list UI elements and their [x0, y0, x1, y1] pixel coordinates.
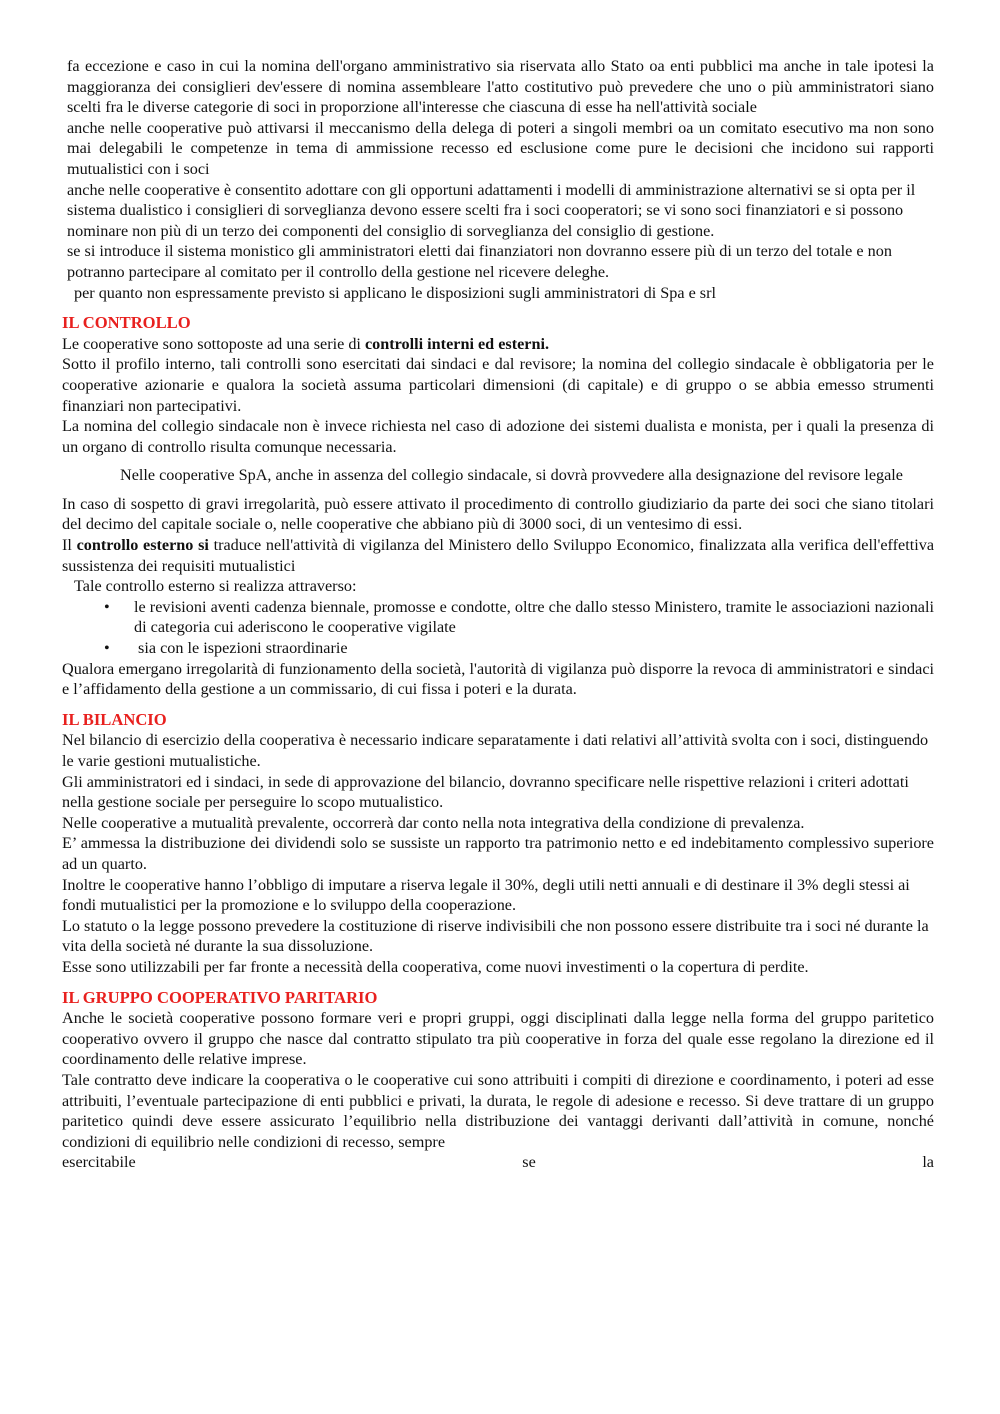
bilancio-paragraph-2: Gli amministratori ed i sindaci, in sede di approvazione del bilancio, dovranno specificare nelle rispettive relazioni i criteri adottati nella gestione sociale per perseguire lo scopo mutualistico.: [62, 772, 909, 812]
controllo-p4-text-before: Il: [62, 536, 77, 555]
bullet-icon: •: [104, 639, 110, 658]
bilancio-paragraph-3: Nelle cooperative a mutualità prevalente, occorrerà dar conto nella nota integrativa della condizione di prevalenza.: [62, 813, 805, 832]
controllo-intro: [62, 334, 934, 355]
intro-paragraph-3: anche nelle cooperative è consentito adottare con gli opportuni adattamenti i modelli di amministrazione alternativi se si opta per il sistema dualistico i consiglieri di sorveglianza devono essere scelti fra i soci cooperatori; se vi sono soci finanziatori e si possono nominare non più di un terzo dei componenti del consiglio di sorveglianza del consiglio di gestione.: [67, 180, 916, 240]
section-heading-controllo: IL CONTROLLO: [62, 313, 191, 333]
gruppo-paragraph-1: Anche le società cooperative possono formare veri e propri gruppi, oggi disciplinati dalla legge nella forma del gruppo paritetico cooperativo ovvero il gruppo che nasce dal contratto stipulato tra più cooperative in forza del quale esse regolano la direzione ed il coordinamento delle relative imprese.: [62, 1009, 934, 1069]
list-item: [104, 638, 934, 659]
list-item-text: sia con le ispezioni straordinarie: [138, 639, 348, 658]
bilancio-paragraph-7: Esse sono utilizzabili per far fronte a necessità della cooperativa, come nuovi investimenti o la copertura di perdite.: [62, 957, 809, 976]
controllo-intro-bold: controlli interni ed esterni.: [364, 334, 550, 353]
document-page: [62, 56, 934, 1173]
bilancio-paragraph-6: Lo statuto o la legge possono prevedere la costituzione di riserve indivisibili che non possono essere distribuite tra i soci né durante la vita della società né durante la sua dissoluzione.: [62, 916, 929, 956]
bilancio-paragraph-1: Nel bilancio di esercizio della cooperativa è necessario indicare separatamente i dati relativi all’attività svolta con i soci, distinguendo le varie gestioni mutualistiche.: [62, 731, 929, 770]
controllo-paragraph-3: In caso di sospetto di gravi irregolarità, può essere attivato il procedimento di controllo giudiziario da parte dei soci che siano titolari del decimo del capitale sociale o, nelle cooperative che abbiano più di 3000 soci, di un ventesimo di essi.: [62, 494, 934, 534]
controllo-quote: Nelle cooperative SpA, anche in assenza del collegio sindacale, si dovrà provvedere alla designazione del revisore legale: [120, 466, 903, 485]
list-item-text: le revisioni aventi cadenza biennale, promosse e condotte, oltre che dallo stesso Ministero, tramite le associazioni nazionali di categoria cui aderiscono le cooperative vigilate: [134, 597, 934, 637]
gruppo-last-line: [62, 1152, 934, 1173]
list-item: [104, 597, 934, 638]
section-heading-bilancio: IL BILANCIO: [62, 709, 167, 729]
intro-paragraph-1: fa eccezione e caso in cui la nomina dell'organo amministrativo sia riservata allo Stato oa enti pubblici ma anche in tale ipotesi la maggioranza dei consiglieri dev'essere di nomina assembleare l'atto costitutivo può prevedere che uno o più amministratori siano scelti fra le diverse categorie di soci in proporzione all'interesse che ciascuna di esse ha nell'attività sociale: [67, 57, 934, 117]
controllo-paragraph-4: [62, 535, 934, 576]
controllo-paragraph-6: Qualora emergano irregolarità di funzionamento della società, l'autorità di vigilanza può disporre la revoca di amministratori e sindaci e l’affidamento della gestione a un commissario, di cui fissa i poteri e la durata.: [62, 659, 934, 699]
intro-paragraph-4: se si introduce il sistema monistico gli amministratori eletti dai finanziatori non dovranno essere più di un terzo del totale e non potranno partecipare al comitato per il controllo della gestione nel ricevere deleghe.: [67, 242, 892, 281]
controllo-paragraph-1: Sotto il profilo interno, tali controlli sono esercitati dai sindaci e dal revisore; la nomina del collegio sindacale è obbligatoria per le cooperative azionarie e qualora la società assuma particolari dimensioni (di capitale) e di gruppo o se abbia emesso strumenti finanziari non partecipativi.: [62, 355, 934, 415]
bilancio-paragraph-5: Inoltre le cooperative hanno l’obbligo di imputare a riserva legale il 30%, degli utili netti annuali e di destinare il 3% degli stessi ai fondi mutualistici per la promozione e lo sviluppo della cooperazione.: [62, 875, 910, 915]
controllo-paragraph-2: La nomina del collegio sindacale non è invece richiesta nel caso di adozione dei sistemi dualista e monista, per i quali la presenza di un organo di controllo risulta comunque necessaria.: [62, 417, 934, 456]
controllo-p4-text-after: traduce nell'attività di vigilanza del Ministero dello Sviluppo Economico, finalizzata alla verifica dell'effettiva sussistenza dei requisiti mutualistici: [62, 536, 934, 575]
section-heading-gruppo: IL GRUPPO COOPERATIVO PARITARIO: [62, 987, 378, 1007]
bullet-icon: •: [104, 597, 110, 616]
controllo-paragraph-5: Tale controllo esterno si realizza attraverso:: [74, 577, 357, 596]
controllo-p4-bold: controllo esterno si: [76, 536, 209, 555]
last-line-word-1: esercitabile: [62, 1153, 136, 1172]
intro-paragraph-2: anche nelle cooperative può attivarsi il meccanismo della delega di poteri a singoli membri oa un comitato esecutivo ma non sono mai delegabili le competenze in tema di ammissione recesso ed esclusione come pure le decisioni che incidono sui rapporti mutualistici con i soci: [67, 118, 934, 178]
controllo-bullet-list: [62, 597, 934, 659]
intro-paragraph-5: per quanto non espressamente previsto si applicano le disposizioni sugli amministratori di Spa e srl: [74, 283, 716, 302]
controllo-intro-text: Le cooperative sono sottoposte ad una serie di: [62, 334, 365, 353]
last-line-word-3: la: [922, 1153, 934, 1172]
gruppo-paragraph-2: Tale contratto deve indicare la cooperativa o le cooperative cui sono attribuiti i compiti di direzione e coordinamento, i poteri ad esse attribuiti, l’eventuale partecipazione di enti pubblici e privati, la durata, le regole di adesione e recesso. Si deve trattare di un gruppo paritetico quindi deve essere assicurato l’equilibrio nella distribuzione dei vantaggi derivanti dall’attività in comune, nonché condizioni di equilibrio nelle condizioni di recesso, sempre: [62, 1070, 934, 1151]
bilancio-paragraph-4: E’ ammessa la distribuzione dei dividendi solo se sussiste un rapporto tra patrimonio netto e ed indebitamento complessivo superiore ad un quarto.: [62, 834, 934, 873]
last-line-word-2: se: [522, 1153, 536, 1172]
